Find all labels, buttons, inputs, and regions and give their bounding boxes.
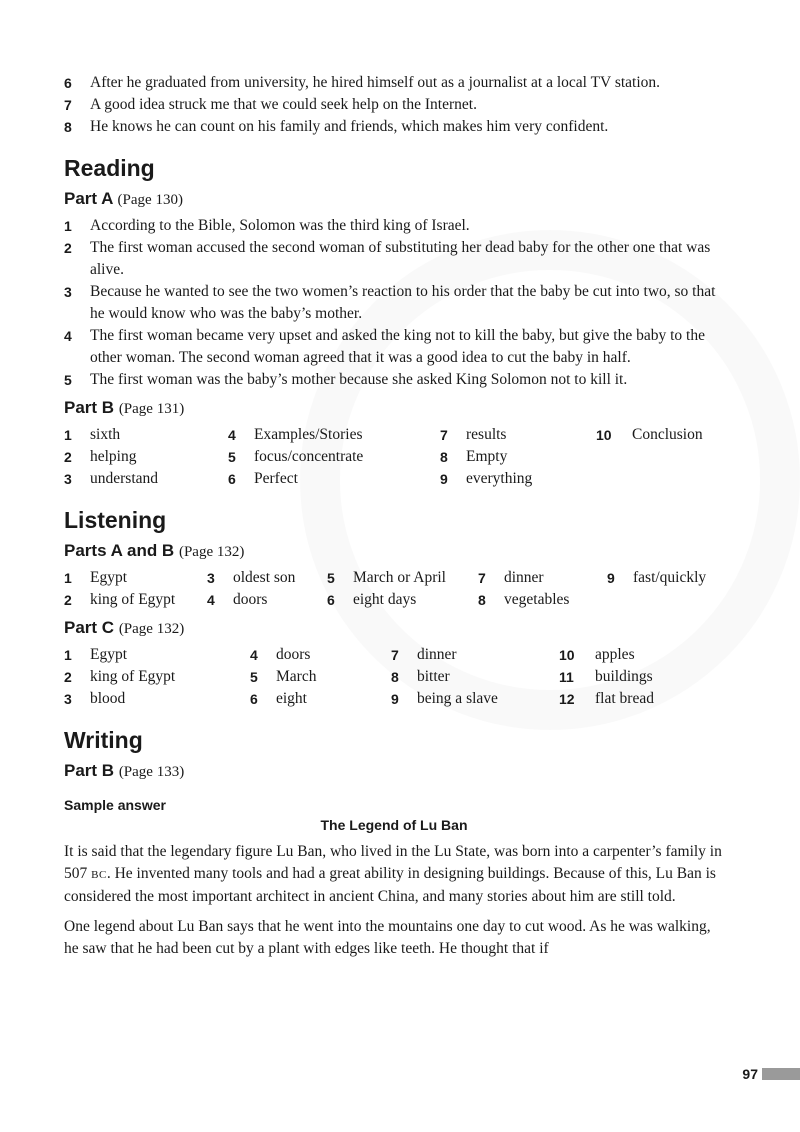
item-text: He knows he can count on his family and friends, which makes him very confident. [90,118,609,135]
answer-text: eight days [353,591,417,608]
sample-answer-label: Sample answer [64,797,166,813]
answer-text: fast/quickly [633,569,707,586]
answer-cell [250,644,391,666]
answer-key-page [64,72,724,968]
answer-number: 2 [64,449,72,465]
page-reference: (Page 132) [118,621,185,637]
answer-number: 1 [64,647,72,663]
answer-number: 8 [440,449,448,465]
answer-number: 9 [607,570,615,586]
item-number: 7 [64,97,72,113]
answer-text: vegetables [504,591,570,608]
listening-heading: Listening [64,507,167,533]
answer-number: 9 [391,691,399,707]
answer-text: Egypt [90,646,128,663]
era-abbreviation: BC [91,869,107,881]
answer-text: buildings [595,668,653,685]
answer-cell [64,644,250,666]
answer-cell [250,666,391,688]
answer-text: king of Egypt [90,668,176,685]
answer-cell [607,567,724,589]
item-number: 5 [64,372,72,388]
answer-text: Egypt [90,569,128,586]
answer-cell [207,589,327,611]
answer-text: being a slave [417,690,498,707]
listening-parts-ab-grid [64,567,724,611]
essay-paragraph: One legend about Lu Ban says that he went into the mountains one day to cut wood. As he was walking, he saw that he had been cut by a plant with edges like teeth. He thought that if [64,918,711,957]
answer-text: helping [90,448,137,465]
item-number: 4 [64,328,72,344]
answer-cell-empty [596,468,724,490]
answer-cell [207,567,327,589]
answer-cell [64,446,228,468]
item-text: The first woman was the baby’s mother because she asked King Solomon not to kill it. [90,371,628,388]
answer-number: 1 [64,570,72,586]
answer-number: 4 [228,427,236,443]
answer-cell [327,567,478,589]
answer-text: Examples/Stories [254,426,363,443]
answer-cell [228,446,440,468]
list-item [64,281,724,325]
answer-cell [391,666,559,688]
page-reference: (Page 130) [117,192,183,208]
answer-text: oldest son [233,569,296,586]
answer-cell [440,446,596,468]
answer-cell [559,644,724,666]
reading-part-a-heading [64,188,724,211]
answer-text: king of Egypt [90,591,176,608]
page-reference: (Page 131) [118,401,185,417]
answer-cell [64,424,228,446]
answer-number: 2 [64,592,72,608]
answer-number: 3 [64,691,72,707]
part-label: Part A [64,189,113,208]
list-item [64,215,724,237]
answer-number: 5 [228,449,236,465]
part-label: Part B [64,398,115,417]
part-label: Part C [64,618,115,637]
answer-number: 10 [596,427,612,443]
list-item [64,116,724,138]
page-number: 97 [742,1066,758,1082]
answer-text: blood [90,690,126,707]
answer-number: 5 [327,570,335,586]
answer-cell-empty [607,589,724,611]
answer-cell [228,424,440,446]
item-text: Because he wanted to see the two women’s reaction to his order that the baby be cut into two, so that he would know who was the baby’s mother. [90,283,716,322]
item-number: 8 [64,119,72,135]
answer-number: 1 [64,427,72,443]
essay-paragraph [64,841,724,908]
answer-cell [440,468,596,490]
writing-part-b-heading [64,760,724,783]
answer-text: March [276,668,317,685]
reading-part-a-list [64,215,724,391]
answer-cell [228,468,440,490]
answer-number: 3 [207,570,215,586]
answer-cell [440,424,596,446]
item-number: 2 [64,240,72,256]
answer-cell [327,589,478,611]
page-reference: (Page 133) [118,764,185,780]
paragraph-text: It is said that the legendary figure Lu Ban, who lived in the Lu State, was born into a carpenter’s family in 507 [64,843,722,882]
answer-number: 4 [207,592,215,608]
answer-text: results [466,426,507,443]
answer-number: 11 [559,669,574,685]
answer-cell [64,666,250,688]
answer-cell [391,688,559,710]
item-text: After he graduated from university, he hired himself out as a journalist at a local TV station. [90,74,661,91]
answer-text: doors [233,591,268,608]
answer-text: dinner [504,569,544,586]
answer-cell [250,688,391,710]
item-text: According to the Bible, Solomon was the third king of Israel. [90,217,470,234]
answer-text: flat bread [595,690,654,707]
item-number: 6 [64,75,72,91]
answer-cell [64,688,250,710]
answer-cell [559,688,724,710]
answer-number: 6 [327,592,335,608]
reading-part-b-grid [64,424,724,490]
answer-cell [64,468,228,490]
answer-text: sixth [90,426,121,443]
answer-text: apples [595,646,635,663]
item-number: 1 [64,218,72,234]
part-label: Part B [64,761,115,780]
list-item [64,72,724,94]
answer-number: 6 [228,471,236,487]
answer-cell-empty [596,446,724,468]
answer-number: 3 [64,471,72,487]
answer-cell [478,589,607,611]
answer-number: 10 [559,647,575,663]
answer-cell [478,567,607,589]
answer-text: Empty [466,448,508,465]
answer-number: 2 [64,669,72,685]
answer-cell [391,644,559,666]
answer-number: 12 [559,691,575,707]
answer-cell [596,424,724,446]
page-number-bar [762,1068,800,1080]
answer-number: 7 [478,570,486,586]
answer-number: 8 [391,669,399,685]
answer-text: eight [276,690,307,707]
answer-cell [559,666,724,688]
answer-cell [64,567,207,589]
page-reference: (Page 132) [178,544,245,560]
answer-text: Perfect [254,470,298,487]
page-footer [742,1066,800,1082]
answer-text: doors [276,646,311,663]
answer-number: 9 [440,471,448,487]
answer-number: 4 [250,647,258,663]
answer-text: everything [466,470,533,487]
part-label: Parts A and B [64,541,175,560]
listening-part-c-heading [64,617,724,640]
answer-text: focus/concentrate [254,448,364,465]
list-item [64,369,724,391]
answer-number: 7 [440,427,448,443]
list-item [64,237,724,281]
answer-text: March or April [353,569,446,586]
paragraph-text: . He invented many tools and had a great ability in designing buildings. Because of this, Lu Ban is considered the most important architect in ancient China, and many stories about him are still told. [64,865,716,905]
answer-number: 8 [478,592,486,608]
answer-number: 6 [250,691,258,707]
item-text: The first woman became very upset and asked the king not to kill the baby, but give the baby to the other woman. The second woman agreed that it was a good idea to cut the baby in half. [90,327,705,366]
item-text: A good idea struck me that we could seek help on the Internet. [90,96,477,113]
item-text: The first woman accused the second woman of substituting her dead baby for the other one that was alive. [90,239,711,278]
listening-parts-ab-heading [64,540,724,563]
answer-number: 7 [391,647,399,663]
writing-heading: Writing [64,727,143,753]
answer-cell [64,589,207,611]
top-list [64,72,724,138]
answer-text: Conclusion [632,426,703,443]
answer-text: dinner [417,646,457,663]
reading-heading: Reading [64,155,155,181]
essay-title: The Legend of Lu Ban [320,817,468,833]
reading-part-b-heading [64,397,724,420]
answer-number: 5 [250,669,258,685]
listening-part-c-grid [64,644,724,710]
answer-text: understand [90,470,159,487]
list-item [64,325,724,369]
item-number: 3 [64,284,72,300]
list-item [64,94,724,116]
answer-text: bitter [417,668,450,685]
